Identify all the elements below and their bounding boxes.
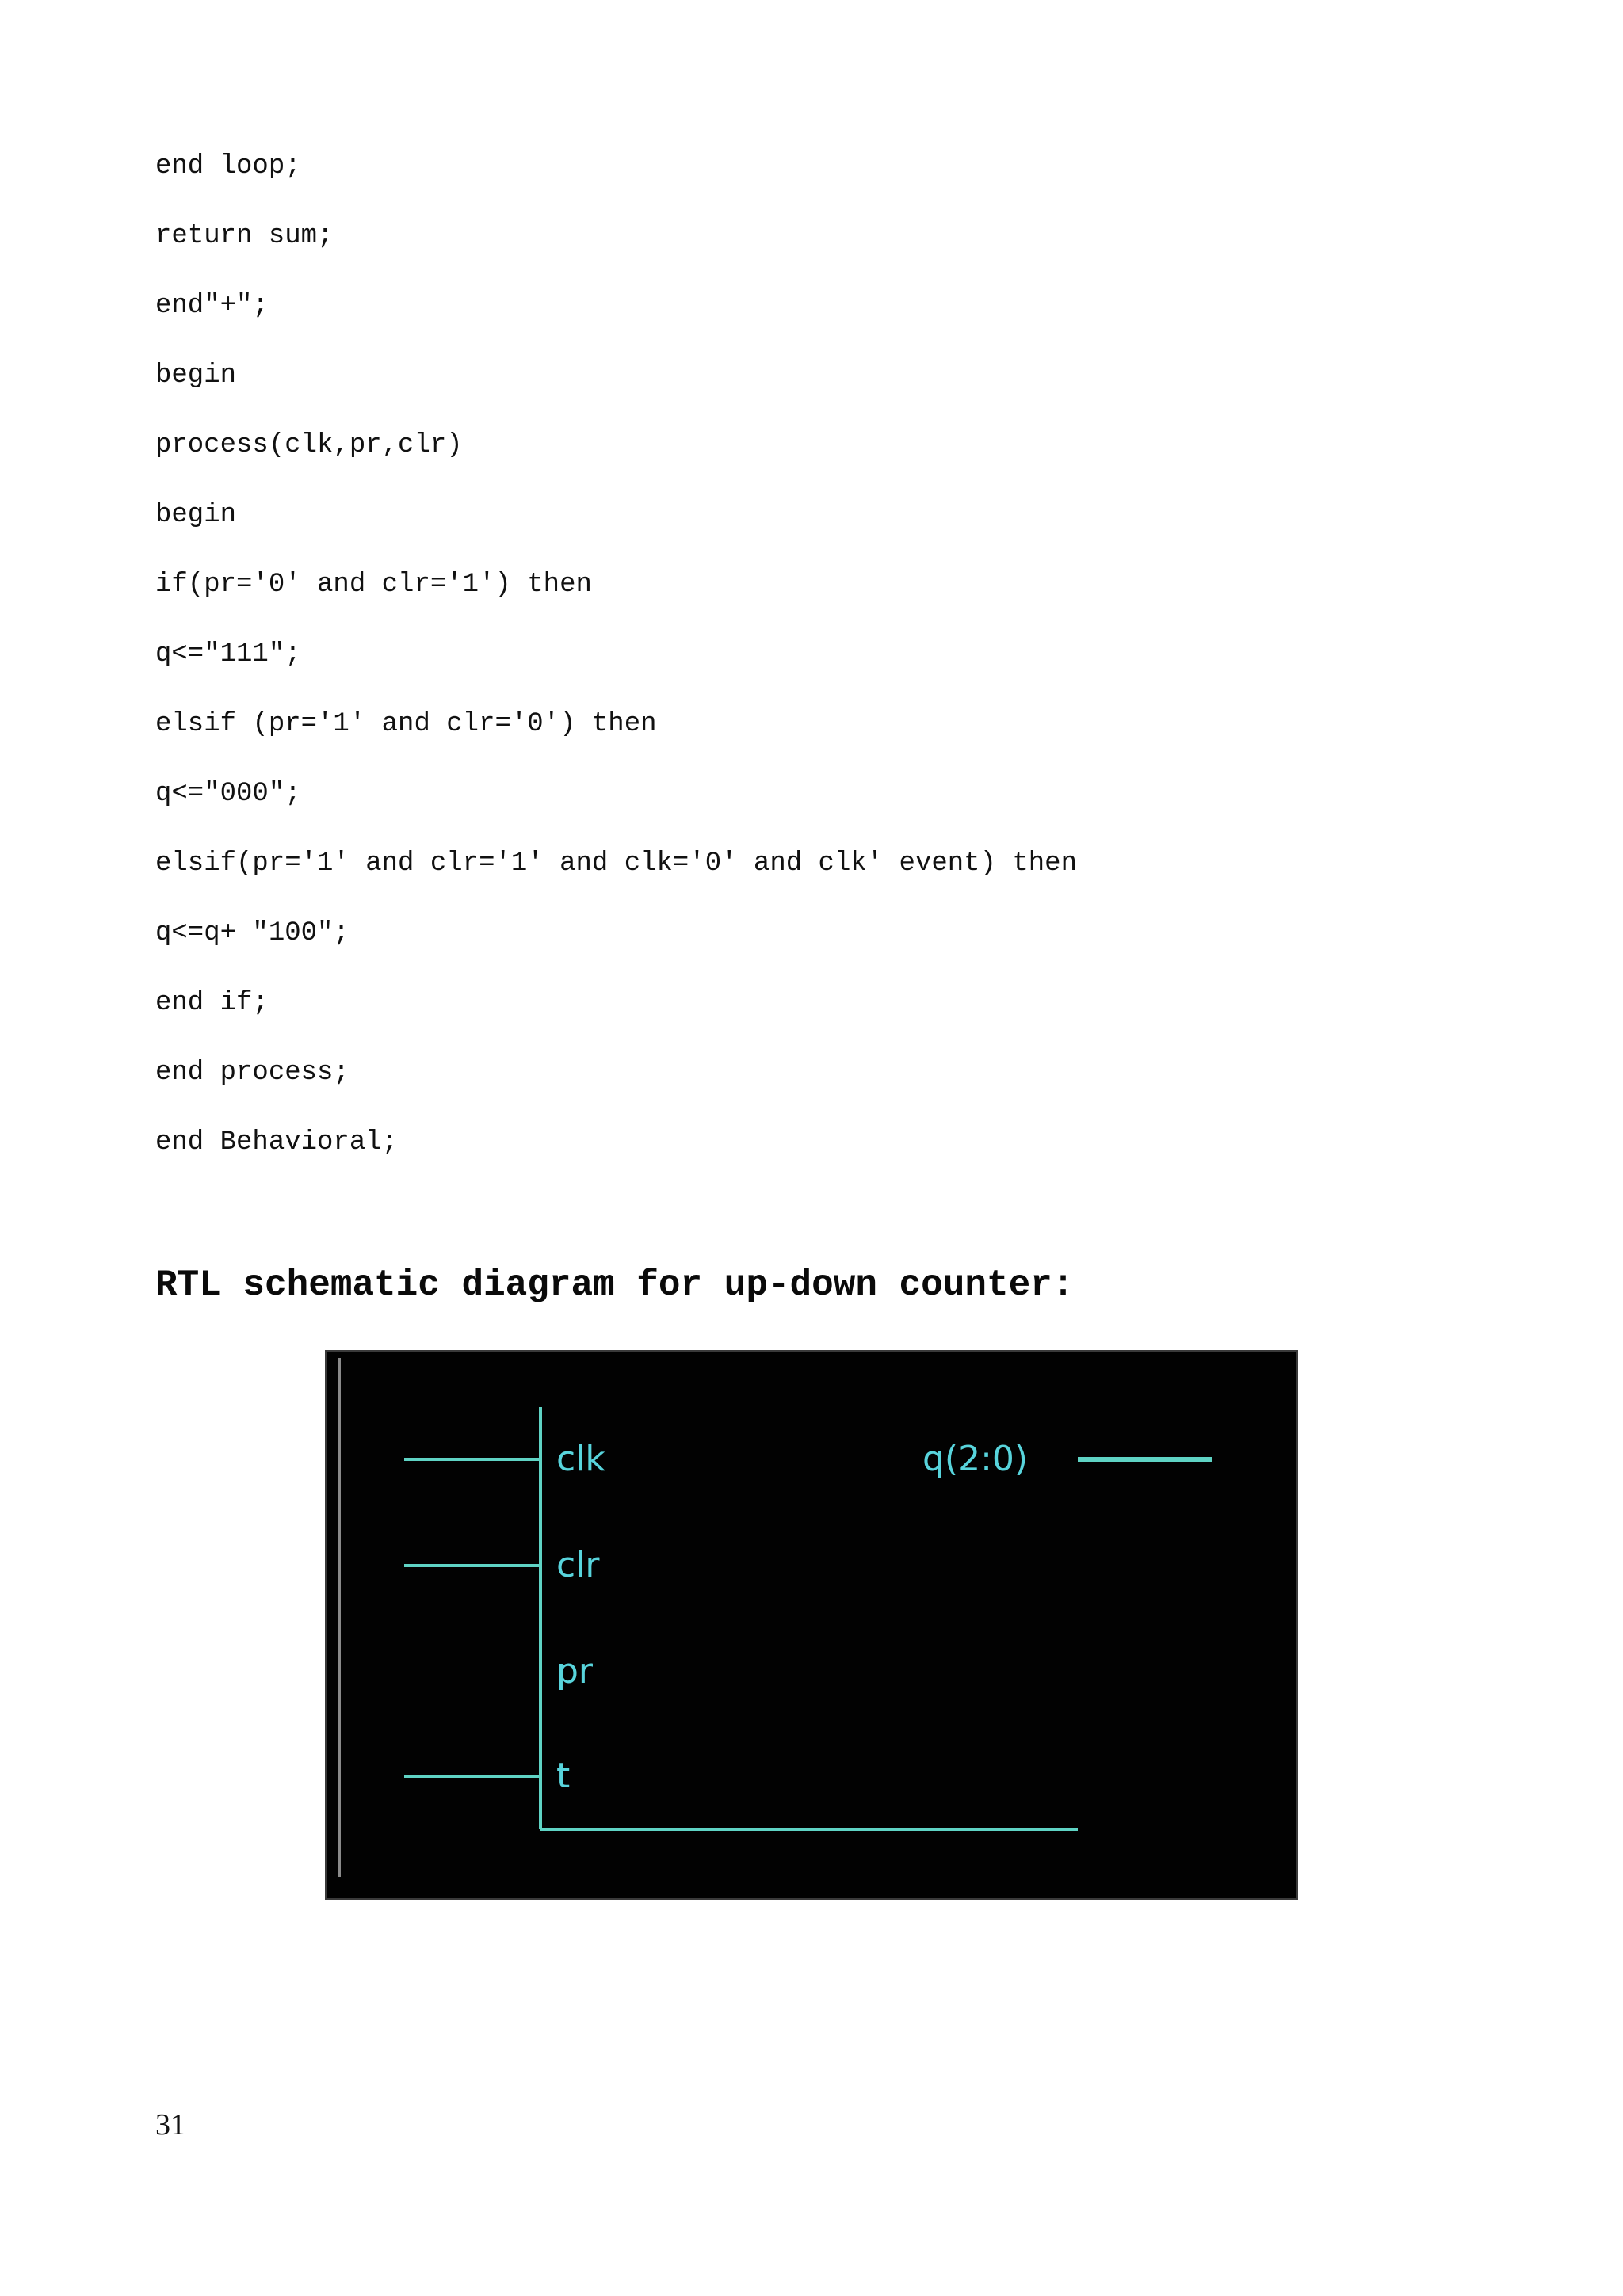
- page-number: 31: [155, 2108, 185, 2142]
- code-line: return sum;: [155, 221, 334, 251]
- rtl-schematic-image: [325, 1350, 1298, 1900]
- code-line: end if;: [155, 988, 269, 1018]
- code-line: end loop;: [155, 151, 301, 181]
- q-port-label: q(2:0): [922, 1439, 1029, 1479]
- code-line: elsif(pr='1' and clr='1' and clk='0' and clk' event) then: [155, 849, 1077, 879]
- vhdl-code-block: [155, 151, 1503, 1196]
- code-line: end Behavioral;: [155, 1127, 399, 1158]
- clr-port-label: clr: [556, 1545, 600, 1585]
- code-line: elsif (pr='1' and clr='0') then: [155, 709, 657, 739]
- code-line: end process;: [155, 1058, 349, 1088]
- code-line: q<=q+ "100";: [155, 918, 349, 948]
- code-line: q<="111";: [155, 639, 301, 669]
- code-line: begin: [155, 360, 237, 391]
- code-line: q<="000";: [155, 779, 301, 809]
- t-port-label: t: [556, 1756, 571, 1796]
- section-heading: RTL schematic diagram for up-down counter:: [155, 1264, 1075, 1306]
- pr-port-label: pr: [556, 1651, 594, 1691]
- code-line: if(pr='0' and clr='1') then: [155, 570, 592, 600]
- code-line: end"+";: [155, 291, 269, 321]
- code-line: process(clk,pr,clr): [155, 430, 463, 460]
- clk-port-label: clk: [556, 1439, 605, 1479]
- code-line: begin: [155, 500, 237, 530]
- rtl-schematic-svg: [325, 1350, 1298, 1900]
